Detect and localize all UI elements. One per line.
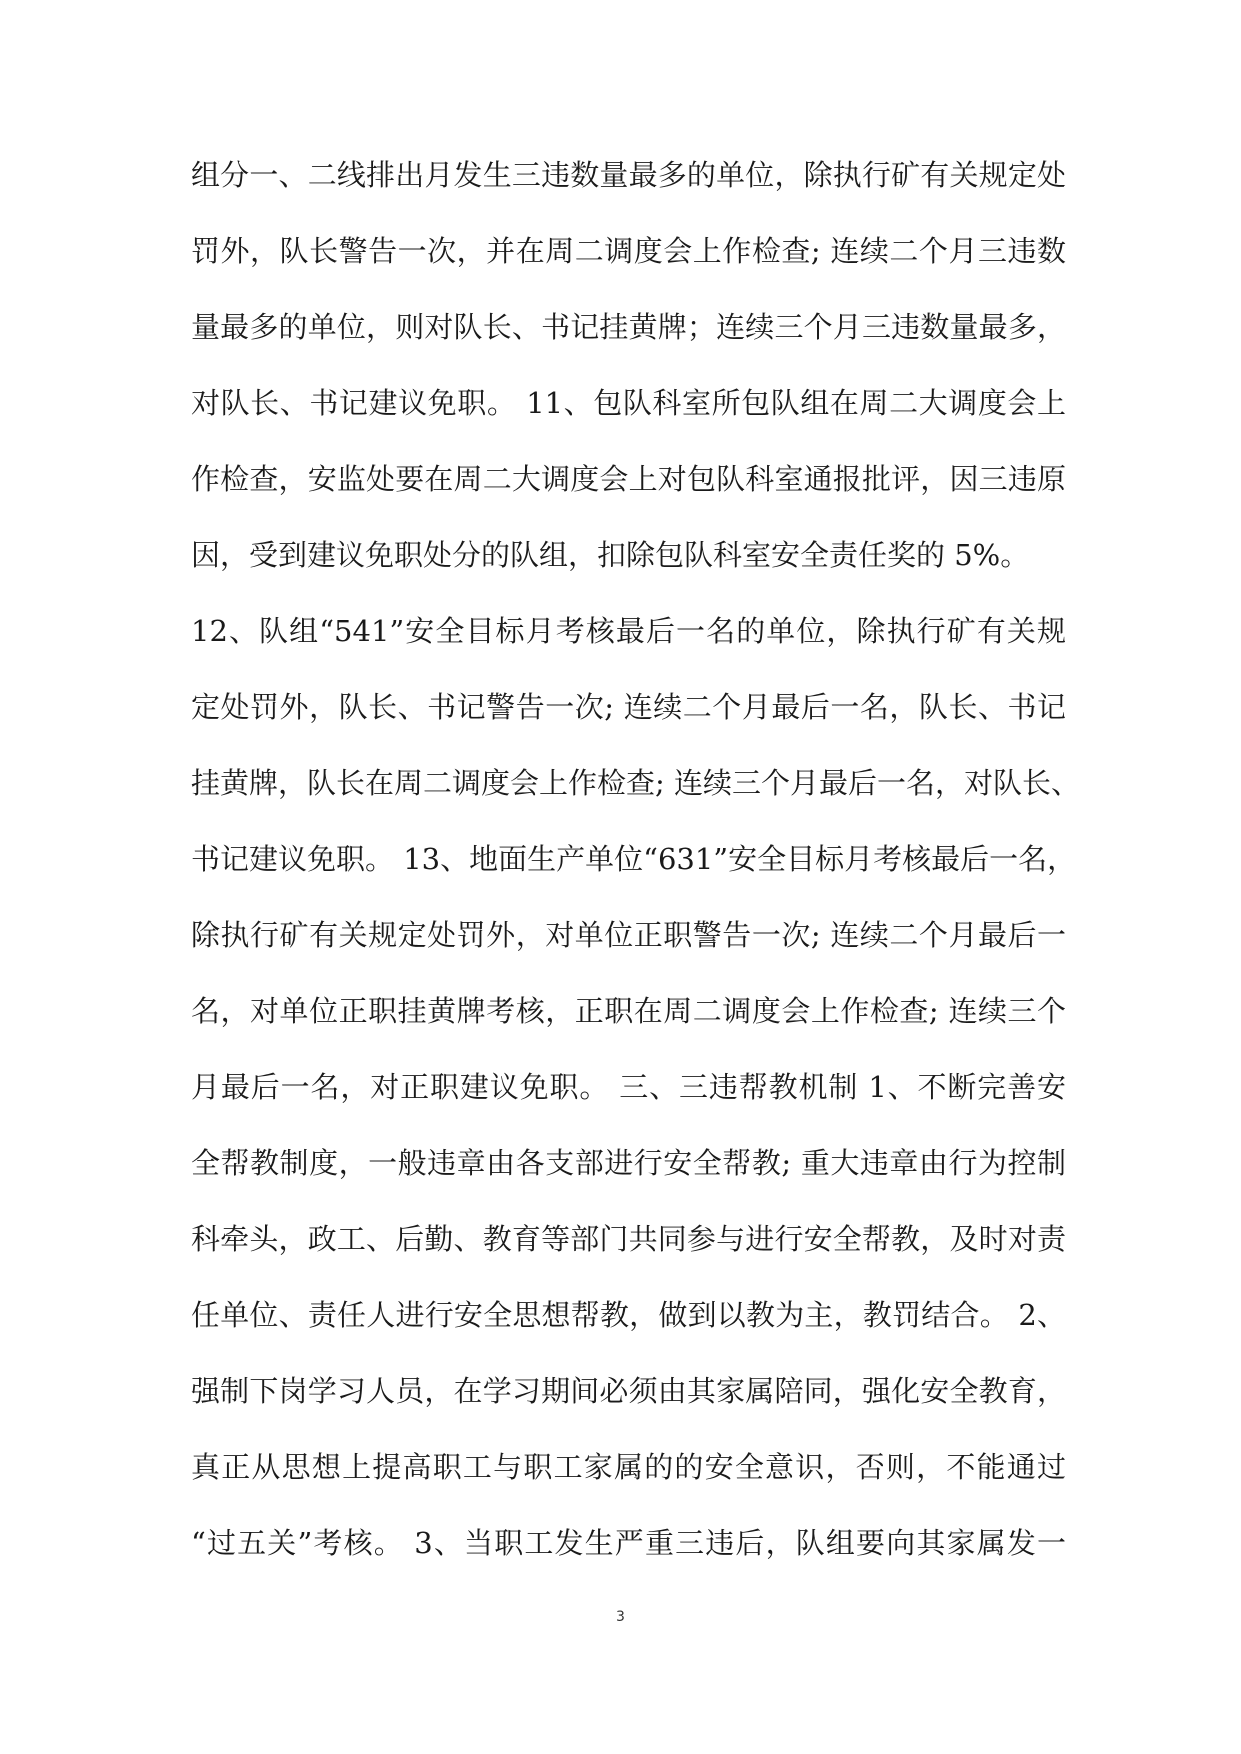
text-line: 组分一、二线排出月发生三违数量最多的单位，除执行矿有关规定处 [191,158,1066,192]
text-line: 挂黄牌，队长在周二调度会上作检查; 连续三个月最后一名，对队长、 [191,766,1080,800]
text-line: 对队长、书记建议免职。 11、包队科室所包队组在周二大调度会上 [191,386,1066,420]
text-line: 书记建议免职。 13、地面生产单位“631”安全目标月考核最后一名， [191,842,1077,876]
text-line: 真正从思想上提高职工与职工家属的的安全意识，否则，不能通过 [191,1450,1066,1484]
text-line: 全帮教制度，一般违章由各支部进行安全帮教; 重大违章由行为控制 [191,1146,1066,1180]
text-line: 科牵头，政工、后勤、教育等部门共同参与进行安全帮教，及时对责 [191,1222,1066,1256]
text-line: 因，受到建议免职处分的队组，扣除包队科室安全责任奖的 5%。 [191,538,1030,572]
text-line: 名，对单位正职挂黄牌考核，正职在周二调度会上作检查; 连续三个 [191,994,1066,1028]
page-number: 3 [616,1609,625,1625]
text-line: 月最后一名，对正职建议免职。 三、三违帮教机制 1、不断完善安 [191,1070,1066,1104]
text-line: 任单位、责任人进行安全思想帮教，做到以教为主，教罚结合。 2、 [191,1298,1066,1332]
text-line: 12、队组“541”安全目标月考核最后一名的单位，除执行矿有关规 [191,614,1066,648]
text-line: 罚外，队长警告一次，并在周二调度会上作检查; 连续二个月三违数 [191,234,1066,268]
text-line: “过五关”考核。 3、当职工发生严重三违后，队组要向其家属发一 [191,1526,1066,1560]
text-line: 定处罚外，队长、书记警告一次; 连续二个月最后一名，队长、书记 [191,690,1066,724]
body-text [191,145,1080,1589]
text-line: 量最多的单位，则对队长、书记挂黄牌；连续三个月三违数量最多， [191,310,1066,344]
text-line: 强制下岗学习人员，在学习期间必须由其家属陪同，强化安全教育， [191,1374,1066,1408]
text-line: 除执行矿有关规定处罚外，对单位正职警告一次; 连续二个月最后一 [191,918,1066,952]
text-line: 作检查，安监处要在周二大调度会上对包队科室通报批评，因三违原 [191,462,1066,496]
